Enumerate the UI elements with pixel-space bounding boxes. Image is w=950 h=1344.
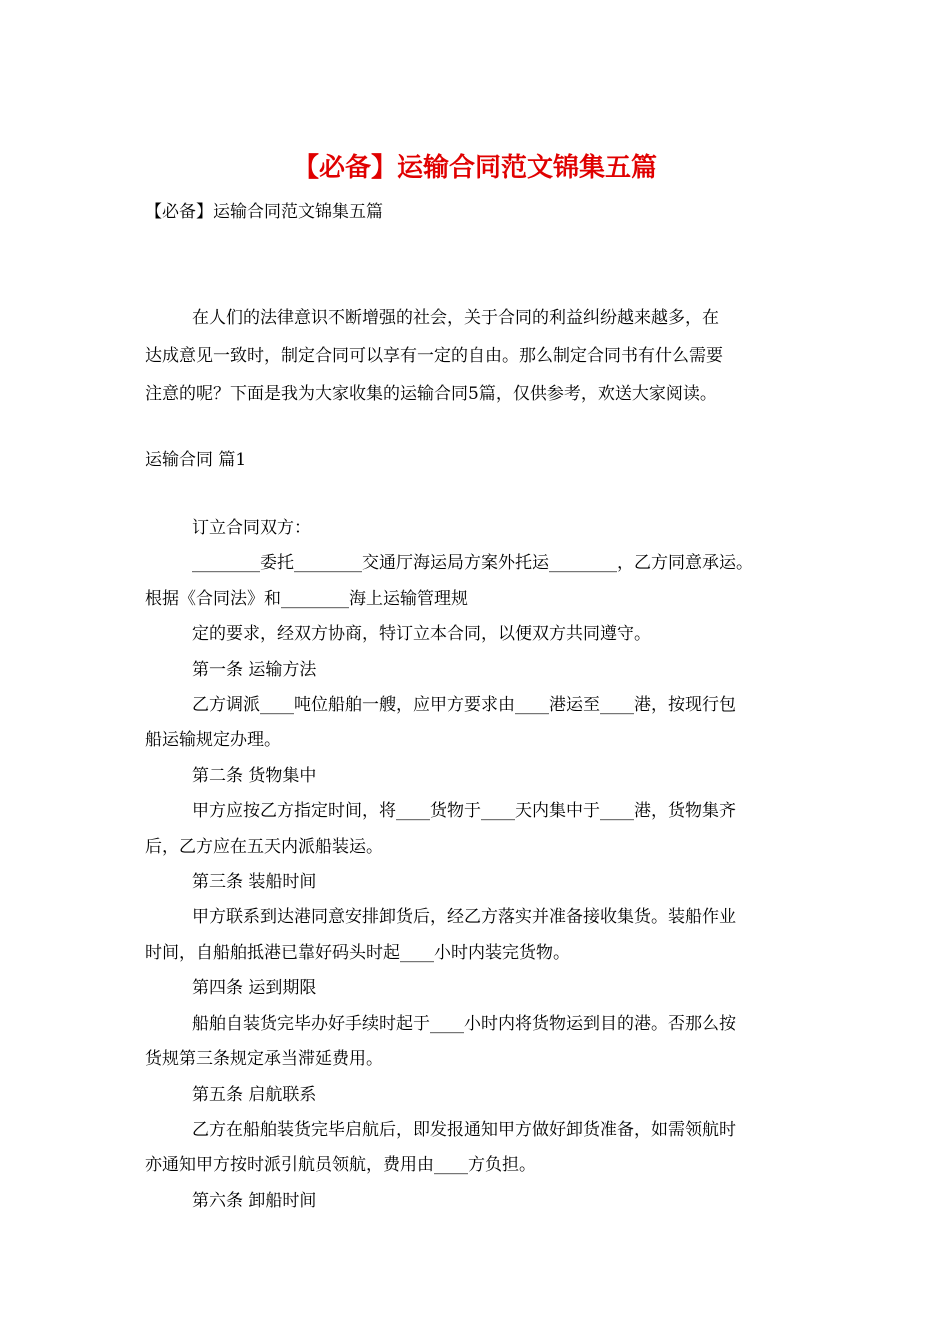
contract-line: 订立合同双方： xyxy=(192,518,311,538)
article-heading: 第六条 卸船时间 xyxy=(192,1190,317,1211)
article-heading: 第五条 启航联系 xyxy=(192,1084,317,1105)
intro-line: 注意的呢？下面是我为大家收集的运输合同5篇，仅供参考，欢送大家阅读。 xyxy=(145,384,717,404)
contract-line: 船运输规定办理。 xyxy=(145,730,281,751)
article-heading: 第二条 货物集中 xyxy=(192,765,317,786)
contract-line: 乙方在船舶装货完毕启航后，即发报通知甲方做好卸货准备，如需领航时 xyxy=(192,1119,736,1140)
contract-line: 甲方联系到达港同意安排卸货后，经乙方落实并准备接收集货。装船作业 xyxy=(192,907,736,928)
contract-line: 船舶自装货完毕办好手续时起于____小时内将货物运到目的港。否那么按 xyxy=(192,1013,736,1034)
article-heading: 第四条 运到期限 xyxy=(192,978,317,999)
article-heading: 第一条 运输方法 xyxy=(192,659,317,680)
article-heading: 第三条 装船时间 xyxy=(192,872,317,893)
contract-line: 货规第三条规定承当滞延费用。 xyxy=(145,1049,383,1070)
intro-line: 在人们的法律意识不断增强的社会，关于合同的利益纠纷越来越多，在 xyxy=(192,308,719,328)
contract-line: 定的要求，经双方协商，特订立本合同，以便双方共同遵守。 xyxy=(192,624,651,645)
contract-line: ________委托________交通厅海运局方案外托运________，乙方同意承运。 xyxy=(192,553,753,574)
section-heading: 运输合同 篇1 xyxy=(145,450,247,470)
intro-line: 达成意见一致时，制定合同可以享有一定的自由。那么制定合同书有什么需要 xyxy=(145,346,723,366)
contract-line: 亦通知甲方按时派引航员领航，费用由____方负担。 xyxy=(145,1155,536,1176)
document-subtitle: 【必备】运输合同范文锦集五篇 xyxy=(145,202,383,222)
intro-paragraph xyxy=(145,299,825,413)
contract-line: 甲方应按乙方指定时间，将____货物于____天内集中于____港，货物集齐 xyxy=(192,801,736,822)
contract-line: 根据《合同法》和________海上运输管理规 xyxy=(145,588,468,609)
document-title: 【必备】运输合同范文锦集五篇 xyxy=(292,153,657,183)
contract-line: 乙方调派____吨位船舶一艘，应甲方要求由____港运至____港，按现行包 xyxy=(192,695,736,716)
contract-line: 时间，自船舶抵港已靠好码头时起____小时内装完货物。 xyxy=(145,942,570,963)
contract-body xyxy=(145,511,825,1219)
contract-line: 后，乙方应在五天内派船装运。 xyxy=(145,836,383,857)
